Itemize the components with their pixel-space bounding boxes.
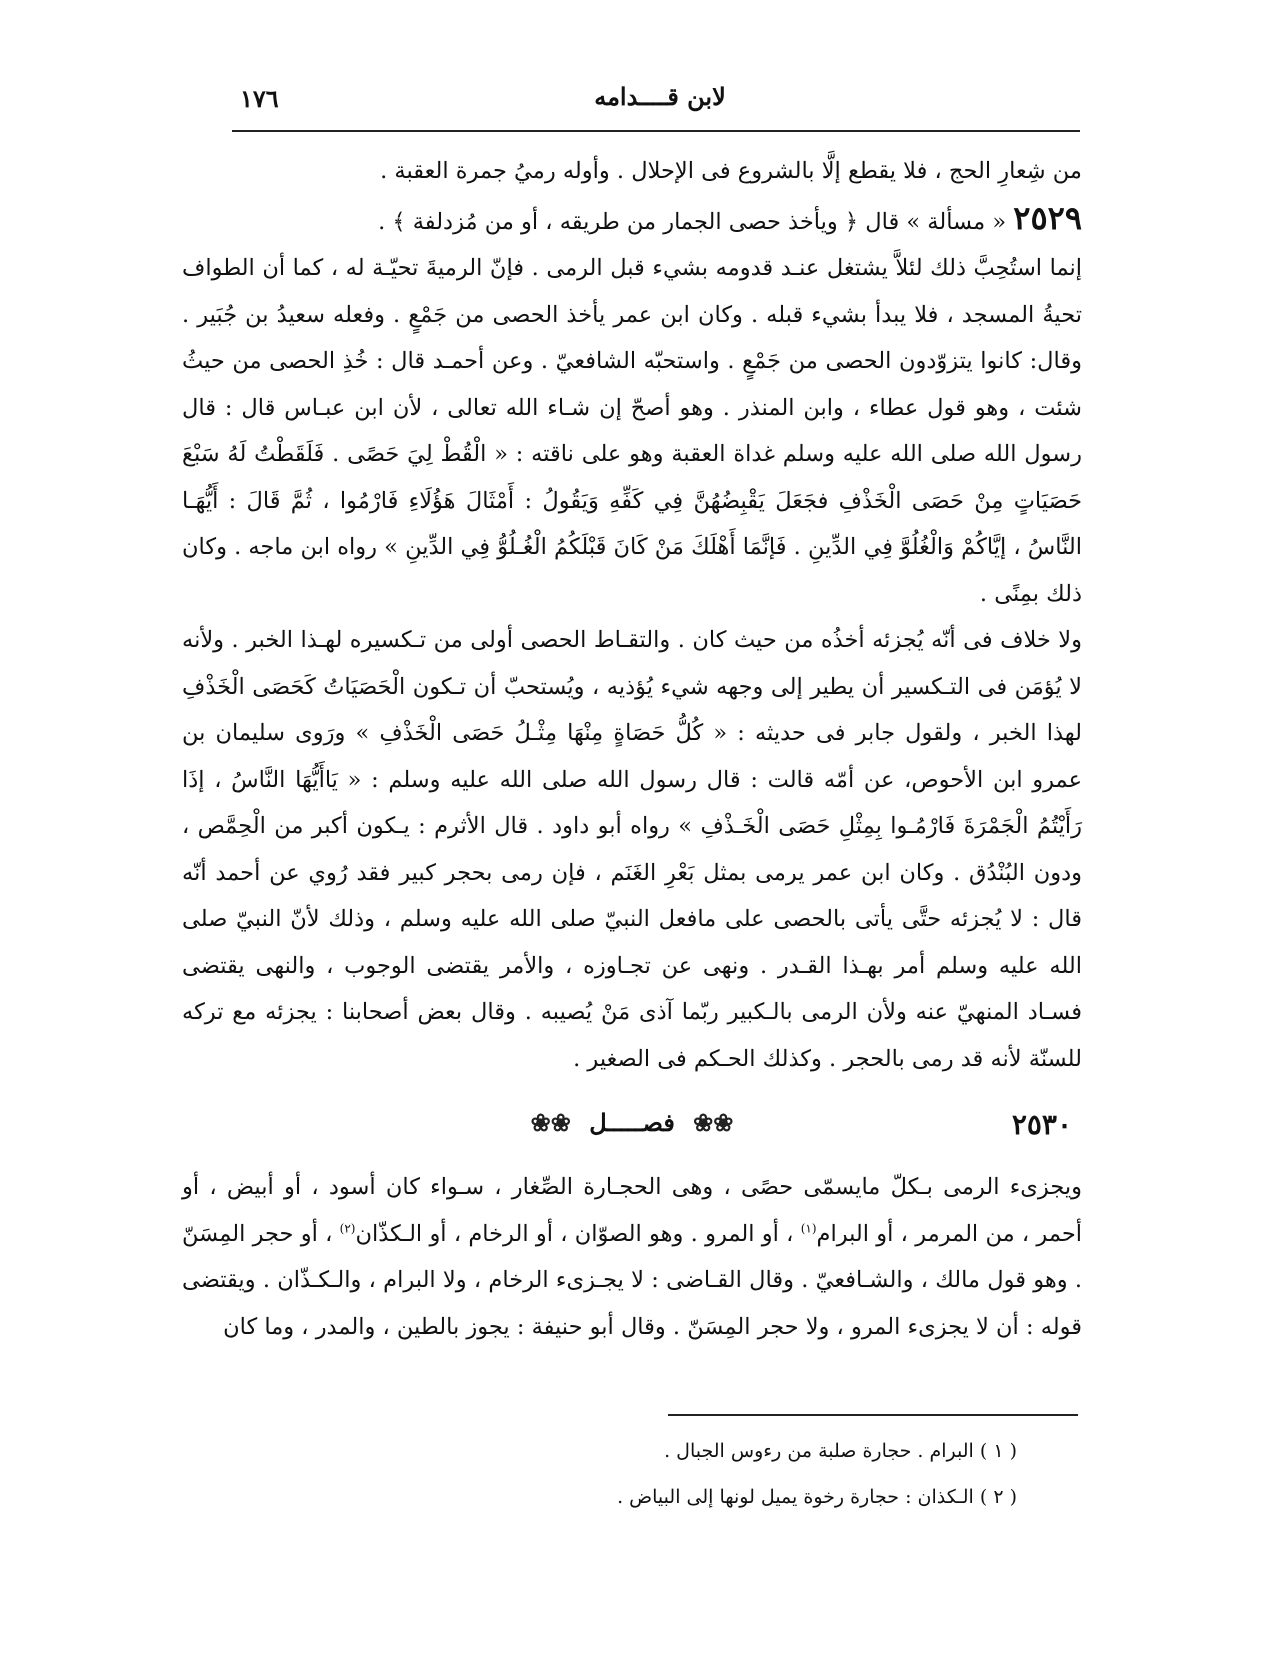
footnote: ( ١ ) البرام . حجارة صلبة من رءوس الجبال . [664, 1440, 1017, 1462]
main-text [182, 148, 1082, 1350]
issue-heading [182, 195, 1082, 246]
section-paragraph: ويجزىء الرمى بـكلّ مايسمّى حصًى ، وهى الحجـارة الصِّغار ، سـواء كان أسود ، أو أبيض ، أو أحمر ، من المرمر ، أو البرام$^{(١)}$ ، أو المرو . وهو الصوّان ، أو الرخام ، أو الـكذّان$^{(٢)}$ ، أو حجر المِسَنّ . وهو قول مالك ، والشـافعيّ . وقال القـاضى : لا يجـزىء الرخام ، ولا البرام ، والـكـذّان . ويقتضى قوله : أن لا يجزىء المرو ، ولا حجر المِسَنّ . وقال أبو حنيفة : يجوز بالطين ، والمدر ، وما كان [182, 1174, 1083, 1340]
running-title: لابن قــــدامه [594, 82, 726, 111]
footnote-marker: (٢) [339, 1221, 356, 1235]
footnote-marker: (١) [800, 1221, 817, 1235]
section-heading [182, 1096, 1082, 1164]
section-title: فصـــــل [589, 1108, 675, 1137]
page-number: ١٧٦ [240, 84, 279, 113]
ornament-icon: ❀❀ [530, 1108, 571, 1137]
section-number: ٢٥٣٠ [1011, 1108, 1072, 1141]
page-header [230, 80, 1090, 130]
ornament-icon: ❀❀ [693, 1108, 734, 1137]
footnote: ( ٢ ) الـكذان : حجارة رخوة يميل لونها إلى البياض . [617, 1486, 1017, 1508]
footnotes [182, 1428, 1072, 1520]
header-rule [232, 130, 1080, 132]
issue-title: « مسألة » قال ﴿ ويأخذ حصى الجمار من طريقه ، أو من مُزدلفة ﴾ . [378, 208, 1007, 235]
footnote-rule [668, 1414, 1078, 1416]
paragraph: ولا خلاف فى أنّه يُجزئه أخذُه من حيث كان . والتقـاط الحصى أولى من تـكسيره لهـذا الخبر . ولأنه لا يُؤمَن فى التـكسير أن يطير إلى وجهه شيء يُؤذيه ، ويُستحبّ أن تـكون الْحَصَيَاتُ كَحَصَى الْخَذْفِ لهذا الخبر ، ولقول جابر فى حديثه : « كُلُّ حَصَاةٍ مِنْهَا مِثْـلُ حَصَى الْخَذْفِ » ورَوى سليمان بن عمرو ابن الأحوص، عن أمّه قالت : قال رسول الله صلى الله عليه وسلم : « يَاأَيُّهَا النَّاسُ ، إذَا رَأَيْتُمُ الْجَمْرَةَ فَارْمُـوا بِمِثْلِ حَصَى الْخَـذْفِ » رواه أبو داود . قال الأثرم : يـكون أكبر من الْحِمَّص ، ودون البُنْدُق . وكان ابن عمر يرمى بمثل بَعْرِ الغَنَم ، فإن رمى بحجر كبير فقد رُوي عن أحمد أنّه قال : لا يُجزئه حتَّى يأتى بالحصى على مافعل النبيّ صلى الله عليه وسلم ، وذلك لأنّ النبيّ صلى الله عليه وسلم أمر بهـذا القـدر . ونهى عن تجـاوزه ، والأمر يقتضى الوجوب ، والنهى يقتضى فسـاد المنهيّ عنه ولأن الرمى بالـكبير ربّما آذى مَنْ يُصيبه . وقال بعض أصحابنا : يجزئه مع تركه للسنّة لأنه قد رمى بالحجر . وكذلك الحـكم فى الصغير . [182, 627, 1082, 1072]
paragraph-continuation: من شِعارِ الحج ، فلا يقطع إلَّا بالشروع فى الإحلال . وأوله رميُ جمرة العقبة . [380, 158, 1082, 184]
issue-number: ٢٥٢٩ [1013, 198, 1082, 237]
paragraph: إنما استُحِبَّ ذلك لئلاَّ يشتغل عنـد قدومه بشيء قبل الرمى . فإنّ الرميةَ تحيّـة له ، كما أن الطواف تحيةُ المسجد ، فلا يبدأ بشيء قبله . وكان ابن عمر يأخذ الحصى من جَمْعٍ . وفعله سعيدُ بن جُبَير . وقال: كانوا يتزوّدون الحصى من جَمْعٍ . واستحبّه الشافعيّ . وعن أحمـد قال : خُذِ الحصى من حيثُ شئت ، وهو قول عطاء ، وابن المنذر . وهو أصحّ إن شـاء الله تعالى ، لأن ابن عبـاس قال : قال رسول الله صلى الله عليه وسلم غداة العقبة وهو على ناقته : « الْقُطْ لِيَ حَصًى . فَلَقَطْتُ لَهُ سَبْعَ حَصَيَاتٍ مِنْ حَصَى الْخَذْفِ فجَعَلَ يَقْبِضُهُنَّ فِي كَفِّهِ وَيَقُولُ : أَمْثَالَ هَؤُلَاءِ فَارْمُوا ، ثُمَّ قَالَ : أَيُّهَـا النَّاسُ ، إيَّاكُمْ وَالْغُلُوَّ فِي الدِّينِ . فَإنَّمَا أَهْلَكَ مَنْ كَانَ قَبْلَكُمُ الْغُـلُوُّ فِي الدِّينِ » رواه ابن ماجه . وكان ذلك بمِنًى . [182, 255, 1082, 607]
